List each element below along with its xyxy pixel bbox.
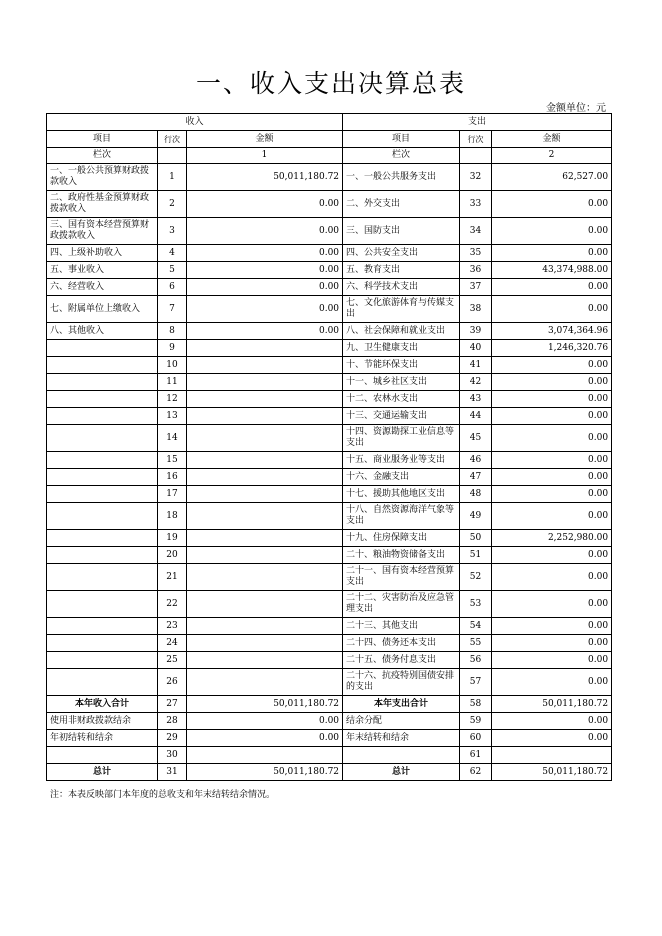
expense-row-no-cell: 58 (460, 696, 492, 713)
expense-amount-cell: 0.00 (492, 652, 612, 669)
income-item-cell (47, 564, 158, 591)
income-row-no-cell: 26 (158, 669, 187, 696)
table-row (47, 713, 612, 730)
income-item-cell (47, 486, 158, 503)
income-item-cell (47, 591, 158, 618)
income-row-no-cell: 1 (158, 164, 187, 191)
table-row (47, 164, 612, 191)
expense-item-cell: 本年支出合计 (343, 696, 460, 713)
expense-item-cell: 四、公共安全支出 (343, 245, 460, 262)
expense-amount-cell: 43,374,988.00 (492, 262, 612, 279)
table-row (47, 635, 612, 652)
expense-row-no-cell: 55 (460, 635, 492, 652)
income-amount-cell (187, 669, 343, 696)
expense-column-label: 栏次 (343, 148, 460, 164)
income-amount-header: 金额 (187, 131, 343, 148)
expense-amount-cell: 0.00 (492, 296, 612, 323)
income-row-no-cell: 23 (158, 618, 187, 635)
table-row (47, 262, 612, 279)
expense-amount-header: 金额 (492, 131, 612, 148)
table-row (47, 747, 612, 764)
income-amount-cell (187, 486, 343, 503)
income-amount-cell (187, 530, 343, 547)
income-amount-cell: 0.00 (187, 218, 343, 245)
income-amount-cell (187, 503, 343, 530)
income-row-no-cell: 24 (158, 635, 187, 652)
income-row-no-cell: 6 (158, 279, 187, 296)
income-item-cell (47, 357, 158, 374)
expense-item-cell: 结余分配 (343, 713, 460, 730)
income-item-cell: 年初结转和结余 (47, 730, 158, 747)
income-row-no-cell: 11 (158, 374, 187, 391)
expense-amount-cell: 3,074,364.96 (492, 323, 612, 340)
expense-row-no-cell: 41 (460, 357, 492, 374)
expense-item-cell: 七、文化旅游体育与传媒支出 (343, 296, 460, 323)
income-amount-cell: 0.00 (187, 279, 343, 296)
income-row-no-cell: 8 (158, 323, 187, 340)
expense-row-no-cell: 57 (460, 669, 492, 696)
expense-row-no-cell: 59 (460, 713, 492, 730)
income-row-no-cell: 2 (158, 191, 187, 218)
income-item-cell (47, 374, 158, 391)
income-amount-cell: 50,011,180.72 (187, 696, 343, 713)
table-row (47, 357, 612, 374)
income-amount-cell: 0.00 (187, 245, 343, 262)
expense-amount-cell: 0.00 (492, 564, 612, 591)
expense-item-cell: 六、科学技术支出 (343, 279, 460, 296)
footnote: 注：本表反映部门本年度的总收支和年末结转结余情况。 (50, 790, 276, 800)
expense-amount-cell: 50,011,180.72 (492, 764, 612, 781)
expense-item-cell: 二十四、债务还本支出 (343, 635, 460, 652)
income-item-cell: 八、其他收入 (47, 323, 158, 340)
expense-row-no-header: 行次 (460, 131, 492, 148)
table-row (47, 696, 612, 713)
table-row (47, 764, 612, 781)
expense-row-no-cell: 38 (460, 296, 492, 323)
income-item-cell (47, 391, 158, 408)
income-item-cell: 七、附属单位上缴收入 (47, 296, 158, 323)
table-row (47, 652, 612, 669)
income-column-label: 栏次 (47, 148, 158, 164)
table-row (47, 391, 612, 408)
income-amount-cell (187, 408, 343, 425)
table-row (47, 296, 612, 323)
expense-row-no-cell: 40 (460, 340, 492, 357)
table-row (47, 340, 612, 357)
income-row-no-cell: 31 (158, 764, 187, 781)
expense-row-no-cell: 34 (460, 218, 492, 245)
income-row-no-cell: 5 (158, 262, 187, 279)
income-item-cell (47, 452, 158, 469)
expense-item-cell: 十一、城乡社区支出 (343, 374, 460, 391)
expense-amount-cell: 2,252,980.00 (492, 530, 612, 547)
expense-item-cell: 十七、援助其他地区支出 (343, 486, 460, 503)
table-row (47, 374, 612, 391)
income-row-no-cell: 9 (158, 340, 187, 357)
income-item-cell (47, 425, 158, 452)
income-item-cell: 三、国有资本经营预算财政拨款收入 (47, 218, 158, 245)
income-row-no-cell: 15 (158, 452, 187, 469)
expense-item-cell: 十二、农林水支出 (343, 391, 460, 408)
income-item-cell (47, 530, 158, 547)
expense-row-no-cell: 32 (460, 164, 492, 191)
expense-item-cell: 十四、资源勘探工业信息等支出 (343, 425, 460, 452)
expense-amount-cell: 0.00 (492, 408, 612, 425)
expense-item-cell: 十三、交通运输支出 (343, 408, 460, 425)
expense-item-cell (343, 747, 460, 764)
income-amount-cell: 50,011,180.72 (187, 164, 343, 191)
expense-amount-cell (492, 747, 612, 764)
expense-amount-cell: 0.00 (492, 357, 612, 374)
table-row (47, 547, 612, 564)
expense-row-no-cell: 43 (460, 391, 492, 408)
income-item-cell (47, 469, 158, 486)
income-item-cell (47, 408, 158, 425)
income-row-no-cell: 12 (158, 391, 187, 408)
expense-row-no-cell: 44 (460, 408, 492, 425)
income-column-index: 1 (187, 148, 343, 164)
income-row-no-cell: 4 (158, 245, 187, 262)
expense-amount-cell: 50,011,180.72 (492, 696, 612, 713)
expense-row-no-cell: 49 (460, 503, 492, 530)
expense-row-no-cell: 62 (460, 764, 492, 781)
expense-row-no-cell: 56 (460, 652, 492, 669)
income-section-header: 收入 (47, 114, 343, 131)
expense-row-no-cell: 36 (460, 262, 492, 279)
income-item-cell (47, 635, 158, 652)
income-expense-table (46, 113, 612, 781)
income-row-no-cell: 22 (158, 591, 187, 618)
income-item-cell: 二、政府性基金预算财政拨款收入 (47, 191, 158, 218)
expense-row-no-cell: 61 (460, 747, 492, 764)
income-row-no-cell: 13 (158, 408, 187, 425)
income-row-no-cell: 18 (158, 503, 187, 530)
expense-item-cell: 一、一般公共服务支出 (343, 164, 460, 191)
expense-amount-cell: 0.00 (492, 713, 612, 730)
table-row (47, 452, 612, 469)
income-item-cell: 本年收入合计 (47, 696, 158, 713)
expense-row-no-cell: 54 (460, 618, 492, 635)
income-item-cell (47, 652, 158, 669)
expense-amount-cell: 0.00 (492, 452, 612, 469)
expense-row-no-cell: 46 (460, 452, 492, 469)
expense-item-cell: 总计 (343, 764, 460, 781)
expense-row-no-cell: 37 (460, 279, 492, 296)
expense-row-no-cell: 35 (460, 245, 492, 262)
expense-item-header: 项目 (343, 131, 460, 148)
expense-row-no-cell: 47 (460, 469, 492, 486)
income-row-no-cell: 16 (158, 469, 187, 486)
income-amount-cell (187, 618, 343, 635)
expense-amount-cell: 0.00 (492, 425, 612, 452)
header-row-sections (47, 114, 612, 131)
expense-amount-cell: 0.00 (492, 391, 612, 408)
income-row-no-cell: 27 (158, 696, 187, 713)
table-row (47, 564, 612, 591)
table-row (47, 191, 612, 218)
empty-cell (158, 148, 187, 164)
income-amount-cell: 0.00 (187, 191, 343, 218)
income-row-no-cell: 28 (158, 713, 187, 730)
expense-row-no-cell: 51 (460, 547, 492, 564)
income-amount-cell: 0.00 (187, 730, 343, 747)
expense-item-cell: 十、节能环保支出 (343, 357, 460, 374)
income-row-no-cell: 10 (158, 357, 187, 374)
expense-amount-cell: 0.00 (492, 218, 612, 245)
expense-amount-cell: 0.00 (492, 547, 612, 564)
expense-item-cell: 二十一、国有资本经营预算支出 (343, 564, 460, 591)
income-amount-cell (187, 391, 343, 408)
table-row (47, 730, 612, 747)
income-item-cell (47, 340, 158, 357)
expense-item-cell: 三、国防支出 (343, 218, 460, 245)
table-row (47, 279, 612, 296)
expense-amount-cell: 0.00 (492, 591, 612, 618)
table-row (47, 618, 612, 635)
expense-row-no-cell: 60 (460, 730, 492, 747)
income-row-no-cell: 3 (158, 218, 187, 245)
income-row-no-cell: 14 (158, 425, 187, 452)
expense-row-no-cell: 33 (460, 191, 492, 218)
table-row (47, 503, 612, 530)
income-item-header: 项目 (47, 131, 158, 148)
income-amount-cell: 0.00 (187, 713, 343, 730)
expense-amount-cell: 62,527.00 (492, 164, 612, 191)
income-amount-cell: 0.00 (187, 262, 343, 279)
income-row-no-cell: 7 (158, 296, 187, 323)
table-row (47, 530, 612, 547)
expense-item-cell: 二十五、债务付息支出 (343, 652, 460, 669)
expense-item-cell: 年末结转和结余 (343, 730, 460, 747)
income-item-cell: 使用非财政拨款结余 (47, 713, 158, 730)
income-row-no-header: 行次 (158, 131, 187, 148)
income-amount-cell (187, 635, 343, 652)
expense-item-cell: 十五、商业服务业等支出 (343, 452, 460, 469)
income-row-no-cell: 30 (158, 747, 187, 764)
income-amount-cell (187, 652, 343, 669)
expense-amount-cell: 0.00 (492, 503, 612, 530)
expense-item-cell: 二十、粮油物资储备支出 (343, 547, 460, 564)
table-row (47, 323, 612, 340)
expense-amount-cell: 1,246,320.76 (492, 340, 612, 357)
expense-amount-cell: 0.00 (492, 669, 612, 696)
income-amount-cell (187, 374, 343, 391)
income-row-no-cell: 19 (158, 530, 187, 547)
income-amount-cell: 50,011,180.72 (187, 764, 343, 781)
table-row (47, 218, 612, 245)
expense-row-no-cell: 52 (460, 564, 492, 591)
income-item-cell: 总计 (47, 764, 158, 781)
income-item-cell (47, 669, 158, 696)
header-row-columns (47, 131, 612, 148)
page-title: 一、收入支出决算总表 (195, 69, 466, 98)
income-item-cell: 一、一般公共预算财政拨款收入 (47, 164, 158, 191)
table-row (47, 245, 612, 262)
expense-amount-cell: 0.00 (492, 486, 612, 503)
table-row (47, 469, 612, 486)
expense-amount-cell: 0.00 (492, 618, 612, 635)
expense-item-cell: 五、教育支出 (343, 262, 460, 279)
table-row (47, 669, 612, 696)
table-row (47, 425, 612, 452)
income-amount-cell (187, 357, 343, 374)
income-row-no-cell: 17 (158, 486, 187, 503)
table-row (47, 408, 612, 425)
expense-amount-cell: 0.00 (492, 279, 612, 296)
expense-amount-cell: 0.00 (492, 730, 612, 747)
table-row (47, 591, 612, 618)
income-item-cell: 六、经营收入 (47, 279, 158, 296)
expense-amount-cell: 0.00 (492, 374, 612, 391)
expense-item-cell: 十六、金融支出 (343, 469, 460, 486)
expense-item-cell: 二十三、其他支出 (343, 618, 460, 635)
income-item-cell (47, 618, 158, 635)
income-amount-cell (187, 747, 343, 764)
expense-section-header: 支出 (343, 114, 612, 131)
expense-row-no-cell: 39 (460, 323, 492, 340)
expense-item-cell: 八、社会保障和就业支出 (343, 323, 460, 340)
expense-item-cell: 十八、自然资源海洋气象等支出 (343, 503, 460, 530)
income-amount-cell (187, 452, 343, 469)
header-row-column-index (47, 148, 612, 164)
expense-row-no-cell: 45 (460, 425, 492, 452)
income-amount-cell (187, 425, 343, 452)
expense-item-cell: 二、外交支出 (343, 191, 460, 218)
income-row-no-cell: 29 (158, 730, 187, 747)
expense-amount-cell: 0.00 (492, 635, 612, 652)
income-amount-cell (187, 591, 343, 618)
income-amount-cell (187, 564, 343, 591)
income-item-cell: 五、事业收入 (47, 262, 158, 279)
expense-amount-cell: 0.00 (492, 191, 612, 218)
income-row-no-cell: 20 (158, 547, 187, 564)
income-amount-cell: 0.00 (187, 296, 343, 323)
income-amount-cell (187, 469, 343, 486)
income-item-cell (47, 547, 158, 564)
income-amount-cell: 0.00 (187, 323, 343, 340)
expense-item-cell: 十九、住房保障支出 (343, 530, 460, 547)
income-item-cell (47, 503, 158, 530)
expense-row-no-cell: 42 (460, 374, 492, 391)
expense-row-no-cell: 50 (460, 530, 492, 547)
unit-label: 金额单位：元 (546, 103, 606, 114)
expense-item-cell: 二十六、抗疫特别国债安排的支出 (343, 669, 460, 696)
expense-amount-cell: 0.00 (492, 245, 612, 262)
expense-row-no-cell: 53 (460, 591, 492, 618)
empty-cell (460, 148, 492, 164)
income-item-cell: 四、上级补助收入 (47, 245, 158, 262)
expense-item-cell: 九、卫生健康支出 (343, 340, 460, 357)
table-row (47, 486, 612, 503)
income-amount-cell (187, 340, 343, 357)
income-item-cell (47, 747, 158, 764)
income-row-no-cell: 25 (158, 652, 187, 669)
expense-row-no-cell: 48 (460, 486, 492, 503)
income-row-no-cell: 21 (158, 564, 187, 591)
expense-item-cell: 二十二、灾害防治及应急管理支出 (343, 591, 460, 618)
expense-column-index: 2 (492, 148, 612, 164)
income-amount-cell (187, 547, 343, 564)
expense-amount-cell: 0.00 (492, 469, 612, 486)
